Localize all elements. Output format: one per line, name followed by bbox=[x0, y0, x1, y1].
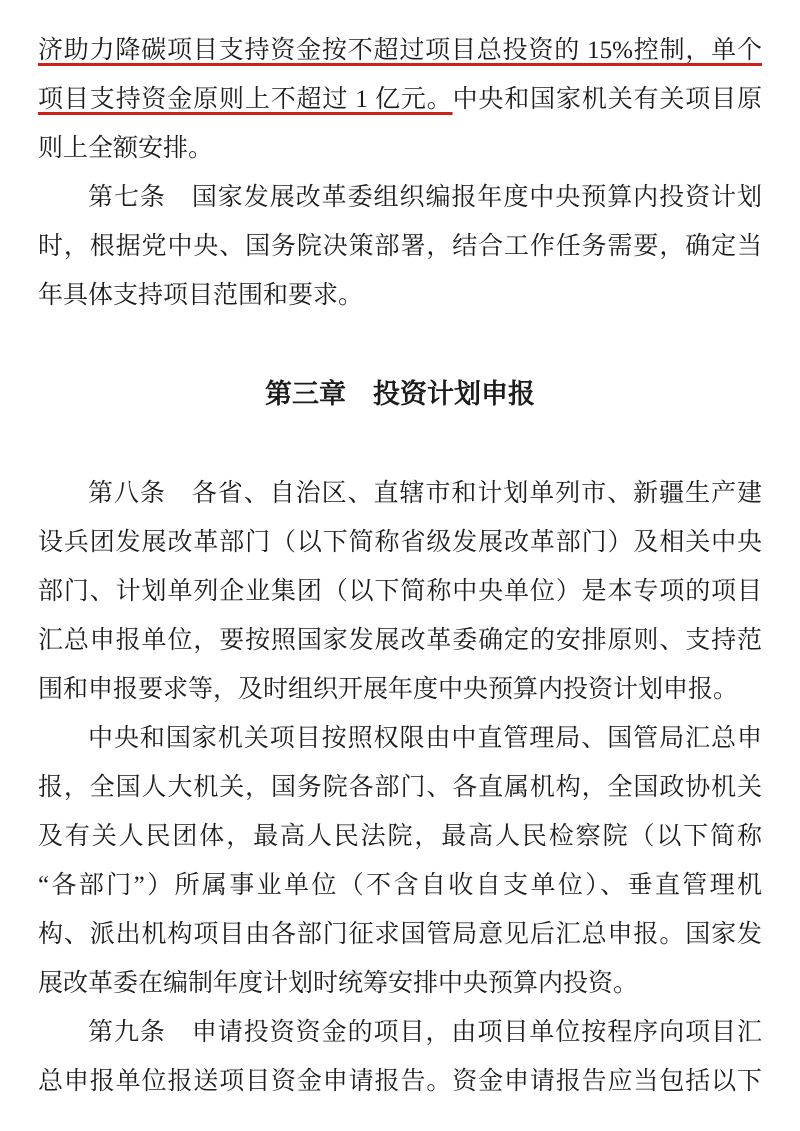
paragraph-article-9 bbox=[38, 1008, 762, 1106]
text-line: 汇总申报单位，要按照国家发展改革委确定的安排原则、支持范 bbox=[38, 627, 762, 654]
text-line: 中央和国家机关项目按照权限由中直管理局、国管局汇总申 bbox=[88, 725, 762, 752]
paragraph-continuation bbox=[38, 26, 762, 173]
text-line: 部门、计划单列企业集团（以下简称中央单位）是本专项的项目 bbox=[38, 578, 762, 605]
text-line: 构、派出机构项目由各部门征求国管局意见后汇总申报。国家发 bbox=[38, 921, 762, 948]
text-line: 设兵团发展改革部门（以下简称省级发展改革部门）及相关中央 bbox=[38, 529, 762, 556]
text-line: 总申报单位报送项目资金申请报告。资金申请报告应当包括以下 bbox=[38, 1068, 762, 1095]
text-line: 第八条 各省、自治区、直辖市和计划单列市、新疆生产建 bbox=[88, 480, 762, 507]
red-underlined-text: 济助力降碳项目支持资金按不超过项目总投资的 15%控制，单个 bbox=[38, 37, 762, 64]
chapter-heading: 第三章 投资计划申报 bbox=[265, 379, 535, 409]
text-line: “各部门”）所属事业单位（不含自收自支单位）、垂直管理机 bbox=[38, 872, 762, 899]
paragraph-article-7 bbox=[38, 173, 762, 320]
paragraph-article-8 bbox=[38, 469, 762, 714]
text-line: 及有关人民团体，最高人民法院，最高人民检察院（以下简称 bbox=[38, 823, 762, 850]
text-line: 围和申报要求等，及时组织开展年度中央预算内投资计划申报。 bbox=[38, 676, 739, 703]
text-line bbox=[38, 75, 762, 124]
text-line: 展改革委在编制年度计划时统筹安排中央预算内投资。 bbox=[38, 970, 639, 997]
paragraph-central-agencies bbox=[38, 714, 762, 1008]
text-line: 年具体支持项目范围和要求。 bbox=[38, 282, 364, 309]
text-line: 时，根据党中央、国务院决策部署，结合工作任务需要，确定当 bbox=[38, 233, 762, 260]
text-line: 第九条 申请投资资金的项目，由项目单位按程序向项目汇 bbox=[88, 1019, 762, 1046]
body-text: 中央和国家机关有关项目原 bbox=[452, 86, 762, 113]
text-line bbox=[38, 26, 762, 75]
red-underlined-text: 项目支持资金原则上不超过 1 亿元。 bbox=[38, 86, 453, 113]
text-line: 则上全额安排。 bbox=[38, 135, 214, 162]
text-line: 第七条 国家发展改革委组织编报年度中央预算内投资计划 bbox=[88, 184, 762, 211]
text-line: 报，全国人大机关，国务院各部门、各直属机构，全国政协机关 bbox=[38, 774, 762, 801]
